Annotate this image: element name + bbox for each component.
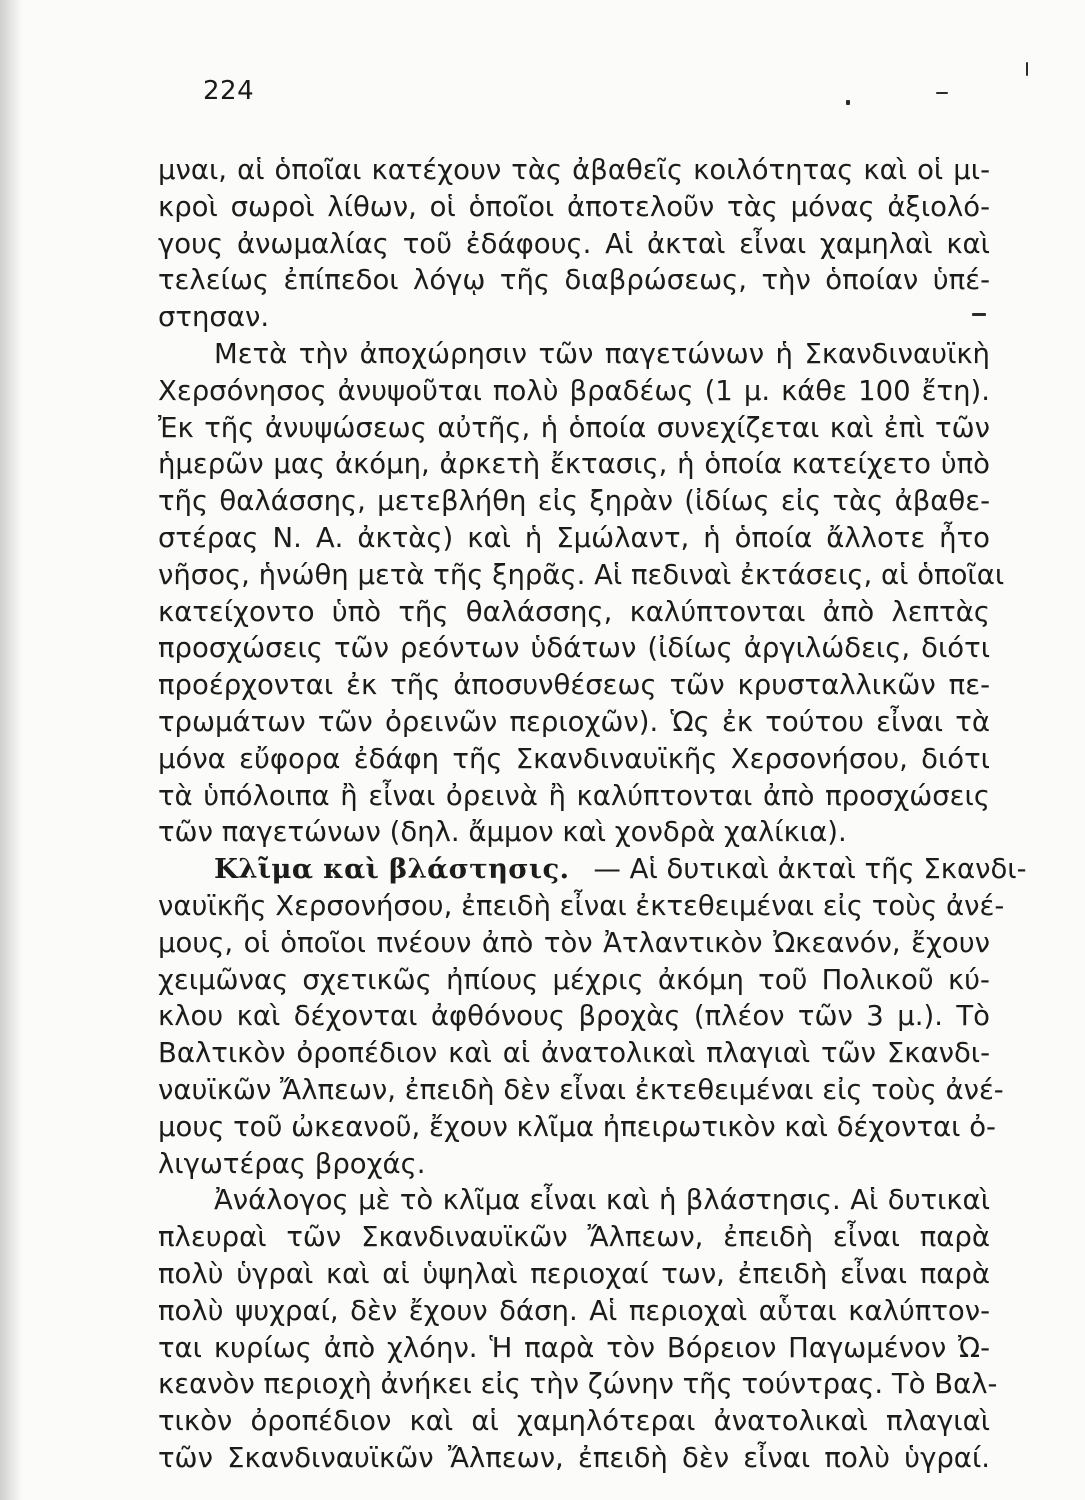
text-line: τὰ ὑπόλοιπα ἢ εἶναι ὀρεινὰ ἢ καλύπτονται ἀπὸ προσχώσεις [158,779,990,812]
section-first-line: — Αἱ δυτικαὶ ἀκταὶ τῆς Σκανδι- [593,853,1027,886]
section-title: Κλῖμα καὶ βλάστησις. [214,853,570,886]
text-line [158,851,1027,888]
scan-speck [936,92,948,94]
scan-speck [972,313,986,316]
text-line: στέρας Ν. Α. ἀκτὰς) καὶ ἡ Σμώλαντ, ἡ ὁποία ἄλλοτε ἦτο [158,521,990,554]
text-line: μους τοῦ ὠκεανοῦ, ἔχουν κλῖμα ἠπειρωτικὸν καὶ δέχονται ὀ- [158,1110,996,1143]
paragraph-4 [158,1182,998,1476]
text-line: τρωμάτων τῶν ὀρεινῶν περιοχῶν). Ὡς ἐκ τούτου εἶναι τὰ [158,705,990,738]
text-line: πολὺ ὑγραὶ καὶ αἱ ὑψηλαὶ περιοχαί των, ἐπειδὴ εἶναι παρὰ [158,1257,990,1290]
paragraph-3 [158,851,1027,1182]
text-line: κροὶ σωροὶ λίθων, οἱ ὁποῖοι ἀποτελοῦν τὰς μόνας ἀξιολό- [158,190,990,223]
text-line: κλου καὶ δέχονται ἀφθόνους βροχὰς (πλέον τῶν 3 μ.). Τὸ [158,1000,990,1033]
text-line: ἡμερῶν μας ἀκόμη, ἀρκετὴ ἔκτασις, ἡ ὁποία κατείχετο ὑπὸ [158,448,990,481]
text-line: τικὸν ὀροπέδιον καὶ αἱ χαμηλότεραι ἀνατολικαὶ πλαγιαὶ [158,1405,990,1438]
text-line: τῆς θαλάσσης, μετεβλήθη εἰς ξηρὰν (ἰδίως εἰς τὰς ἀβαθε- [158,485,990,518]
text-line: πολὺ ψυχραί, δὲν ἔχουν δάση. Αἱ περιοχαὶ αὗται καλύπτον- [158,1294,990,1327]
text-line: τῶν παγετώνων (δηλ. ἄμμον καὶ χονδρὰ χαλίκια). [158,816,847,849]
text-line: χειμῶνας σχετικῶς ἠπίους μέχρις ἀκόμη τοῦ Πολικοῦ κύ- [158,963,990,996]
text-line: Μετὰ τὴν ἀποχώρησιν τῶν παγετώνων ἡ Σκανδιναυϊκὴ [214,337,990,370]
body-text [158,152,1027,1477]
text-line: κατείχοντο ὑπὸ τῆς θαλάσσης, καλύπτονται ἀπὸ λεπτὰς [158,595,990,628]
text-line: τελείως ἐπίπεδοι λόγῳ τῆς διαβρώσεως, τὴν ὁποίαν ὑπέ- [158,264,990,297]
text-line: μναι, αἱ ὁποῖαι κατέχουν τὰς ἀβαθεῖς κοιλότητας καὶ οἱ μι- [158,154,990,186]
text-line: πλευραὶ τῶν Σκανδιναυϊκῶν Ἄλπεων, ἐπειδὴ εἶναι παρὰ [158,1221,990,1254]
paragraph-2 [158,336,1005,851]
text-line: κεανὸν περιοχὴ ἀνήκει εἰς τὴν ζώνην τῆς τούντρας. Τὸ Βαλ- [158,1368,998,1401]
scan-speck [1026,62,1028,76]
text-line: τῶν Σκανδιναυϊκῶν Ἄλπεων, ἐπειδὴ δὲν εἶναι πολὺ ὑγραί. [158,1441,990,1474]
page-gutter-shadow [0,0,22,1500]
text-line: ται κυρίως ἀπὸ χλόην. Ἡ παρὰ τὸν Βόρειον Παγωμένον Ὠ- [158,1331,990,1364]
text-line: Χερσόνησος ἀνυψοῦται πολὺ βραδέως (1 μ. κάθε 100 ἔτη). [158,374,990,407]
text-line: Ἐκ τῆς ἀνυψώσεως αὐτῆς, ἡ ὁποία συνεχίζεται καὶ ἐπὶ τῶν [158,411,990,444]
scan-speck [846,100,850,105]
page-number: 224 [203,76,255,106]
text-line: στησαν. [158,301,270,334]
text-line: ναυϊκῆς Χερσονήσου, ἐπειδὴ εἶναι ἐκτεθειμέναι εἰς τοὺς ἀνέ- [158,889,1005,922]
text-line: προέρχονται ἐκ τῆς ἀποσυνθέσεως τῶν κρυσταλλικῶν πε- [158,669,990,702]
text-line: νῆσος, ἡνώθη μετὰ τῆς ξηρᾶς. Αἱ πεδιναὶ ἐκτάσεις, αἱ ὁποῖαι [158,558,1005,591]
text-line: Ἀνάλογος μὲ τὸ κλῖμα εἶναι καὶ ἡ βλάστησις. Αἱ δυτικαὶ [214,1184,990,1217]
text-line: προσχώσεις τῶν ρεόντων ὑδάτων (ἰδίως ἀργιλώδεις, διότι [158,632,990,665]
text-line: μόνα εὔφορα ἐδάφη τῆς Σκανδιναυϊκῆς Χερσονήσου, διότι [158,742,990,775]
paragraph-1 [158,152,990,336]
text-line: μους, οἱ ὁποῖοι πνέουν ἀπὸ τὸν Ἀτλαντικὸν Ὠκεανόν, ἔχουν [158,926,990,959]
text-line: Βαλτικὸν ὀροπέδιον καὶ αἱ ἀνατολικαὶ πλαγιαὶ τῶν Σκανδι- [158,1037,990,1070]
text-line: λιγωτέρας βροχάς. [158,1147,426,1180]
text-line: ναυϊκῶν Ἄλπεων, ἐπειδὴ δὲν εἶναι ἐκτεθειμέναι εἰς τοὺς ἀνέ- [158,1073,1004,1106]
text-line: γους ἀνωμαλίας τοῦ ἐδάφους. Αἱ ἀκταὶ εἶναι χαμηλαὶ καὶ [158,227,990,260]
